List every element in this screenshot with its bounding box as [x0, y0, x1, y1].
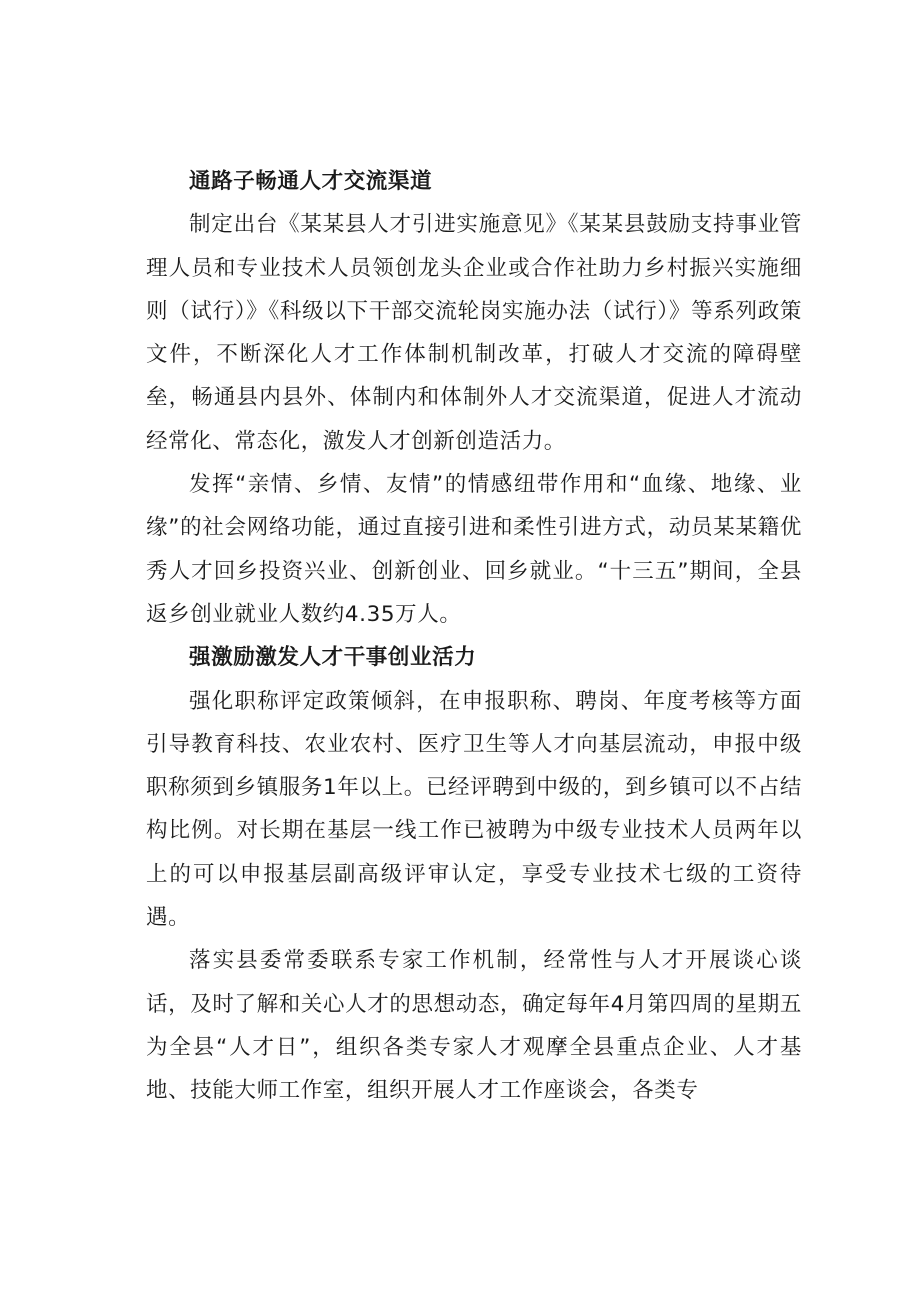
paragraph-title-evaluation: 强化职称评定政策倾斜，在申报职称、聘岗、年度考核等方面引导教育科技、农业农村、医疗卫生等人才向基层流动，申报中级职称须到乡镇服务1年以上。已经评聘到中级的，到乡镇可以不占结构比例。对长期在基层一线工作已被聘为中级专业技术人员两年以上的可以申报基层副高级评审认定，享受专业技术七级的工资待遇。 — [146, 688, 802, 931]
section-heading-talent-exchange: 通路子畅通人才交流渠道 — [189, 169, 433, 194]
paragraph-policy-documents: 制定出台《某某县人才引进实施意见》《某某县鼓励支持事业管理人员和专业技术人员领创龙头企业或合作社助力乡村振兴实施细则（试行）》《科级以下干部交流轮岗实施办法（试行）》等系列政策文件，不断深化人才工作体制机制改革，打破人才交流的障碍壁垒，畅通县内县外、体制内和体制外人才交流渠道，促进人才流动经常化、常态化，激发人才创新创造活力。 — [146, 212, 802, 454]
section-heading-talent-incentives: 强激励激发人才干事创业活力 — [189, 645, 477, 671]
paragraph-hometown-talent: 发挥“亲情、乡情、友情”的情感纽带作用和“血缘、地缘、业缘”的社会网络功能，通过直接引进和柔性引进方式，动员某某籍优秀人才回乡投资兴业、创新创业、回乡就业。“十三五”期间，全县返乡创业就业人数约4.35万人。 — [146, 472, 802, 627]
paragraph-expert-liaison: 落实县委常委联系专家工作机制，经常性与人才开展谈心谈话，及时了解和关心人才的思想动态，确定每年4月第四周的星期五为全县“人才日”，组织各类专家人才观摩全县重点企业、人才基地、技能大师工作室，组织开展人才工作座谈会，各类专 — [146, 948, 802, 1104]
document-body — [146, 160, 802, 1113]
